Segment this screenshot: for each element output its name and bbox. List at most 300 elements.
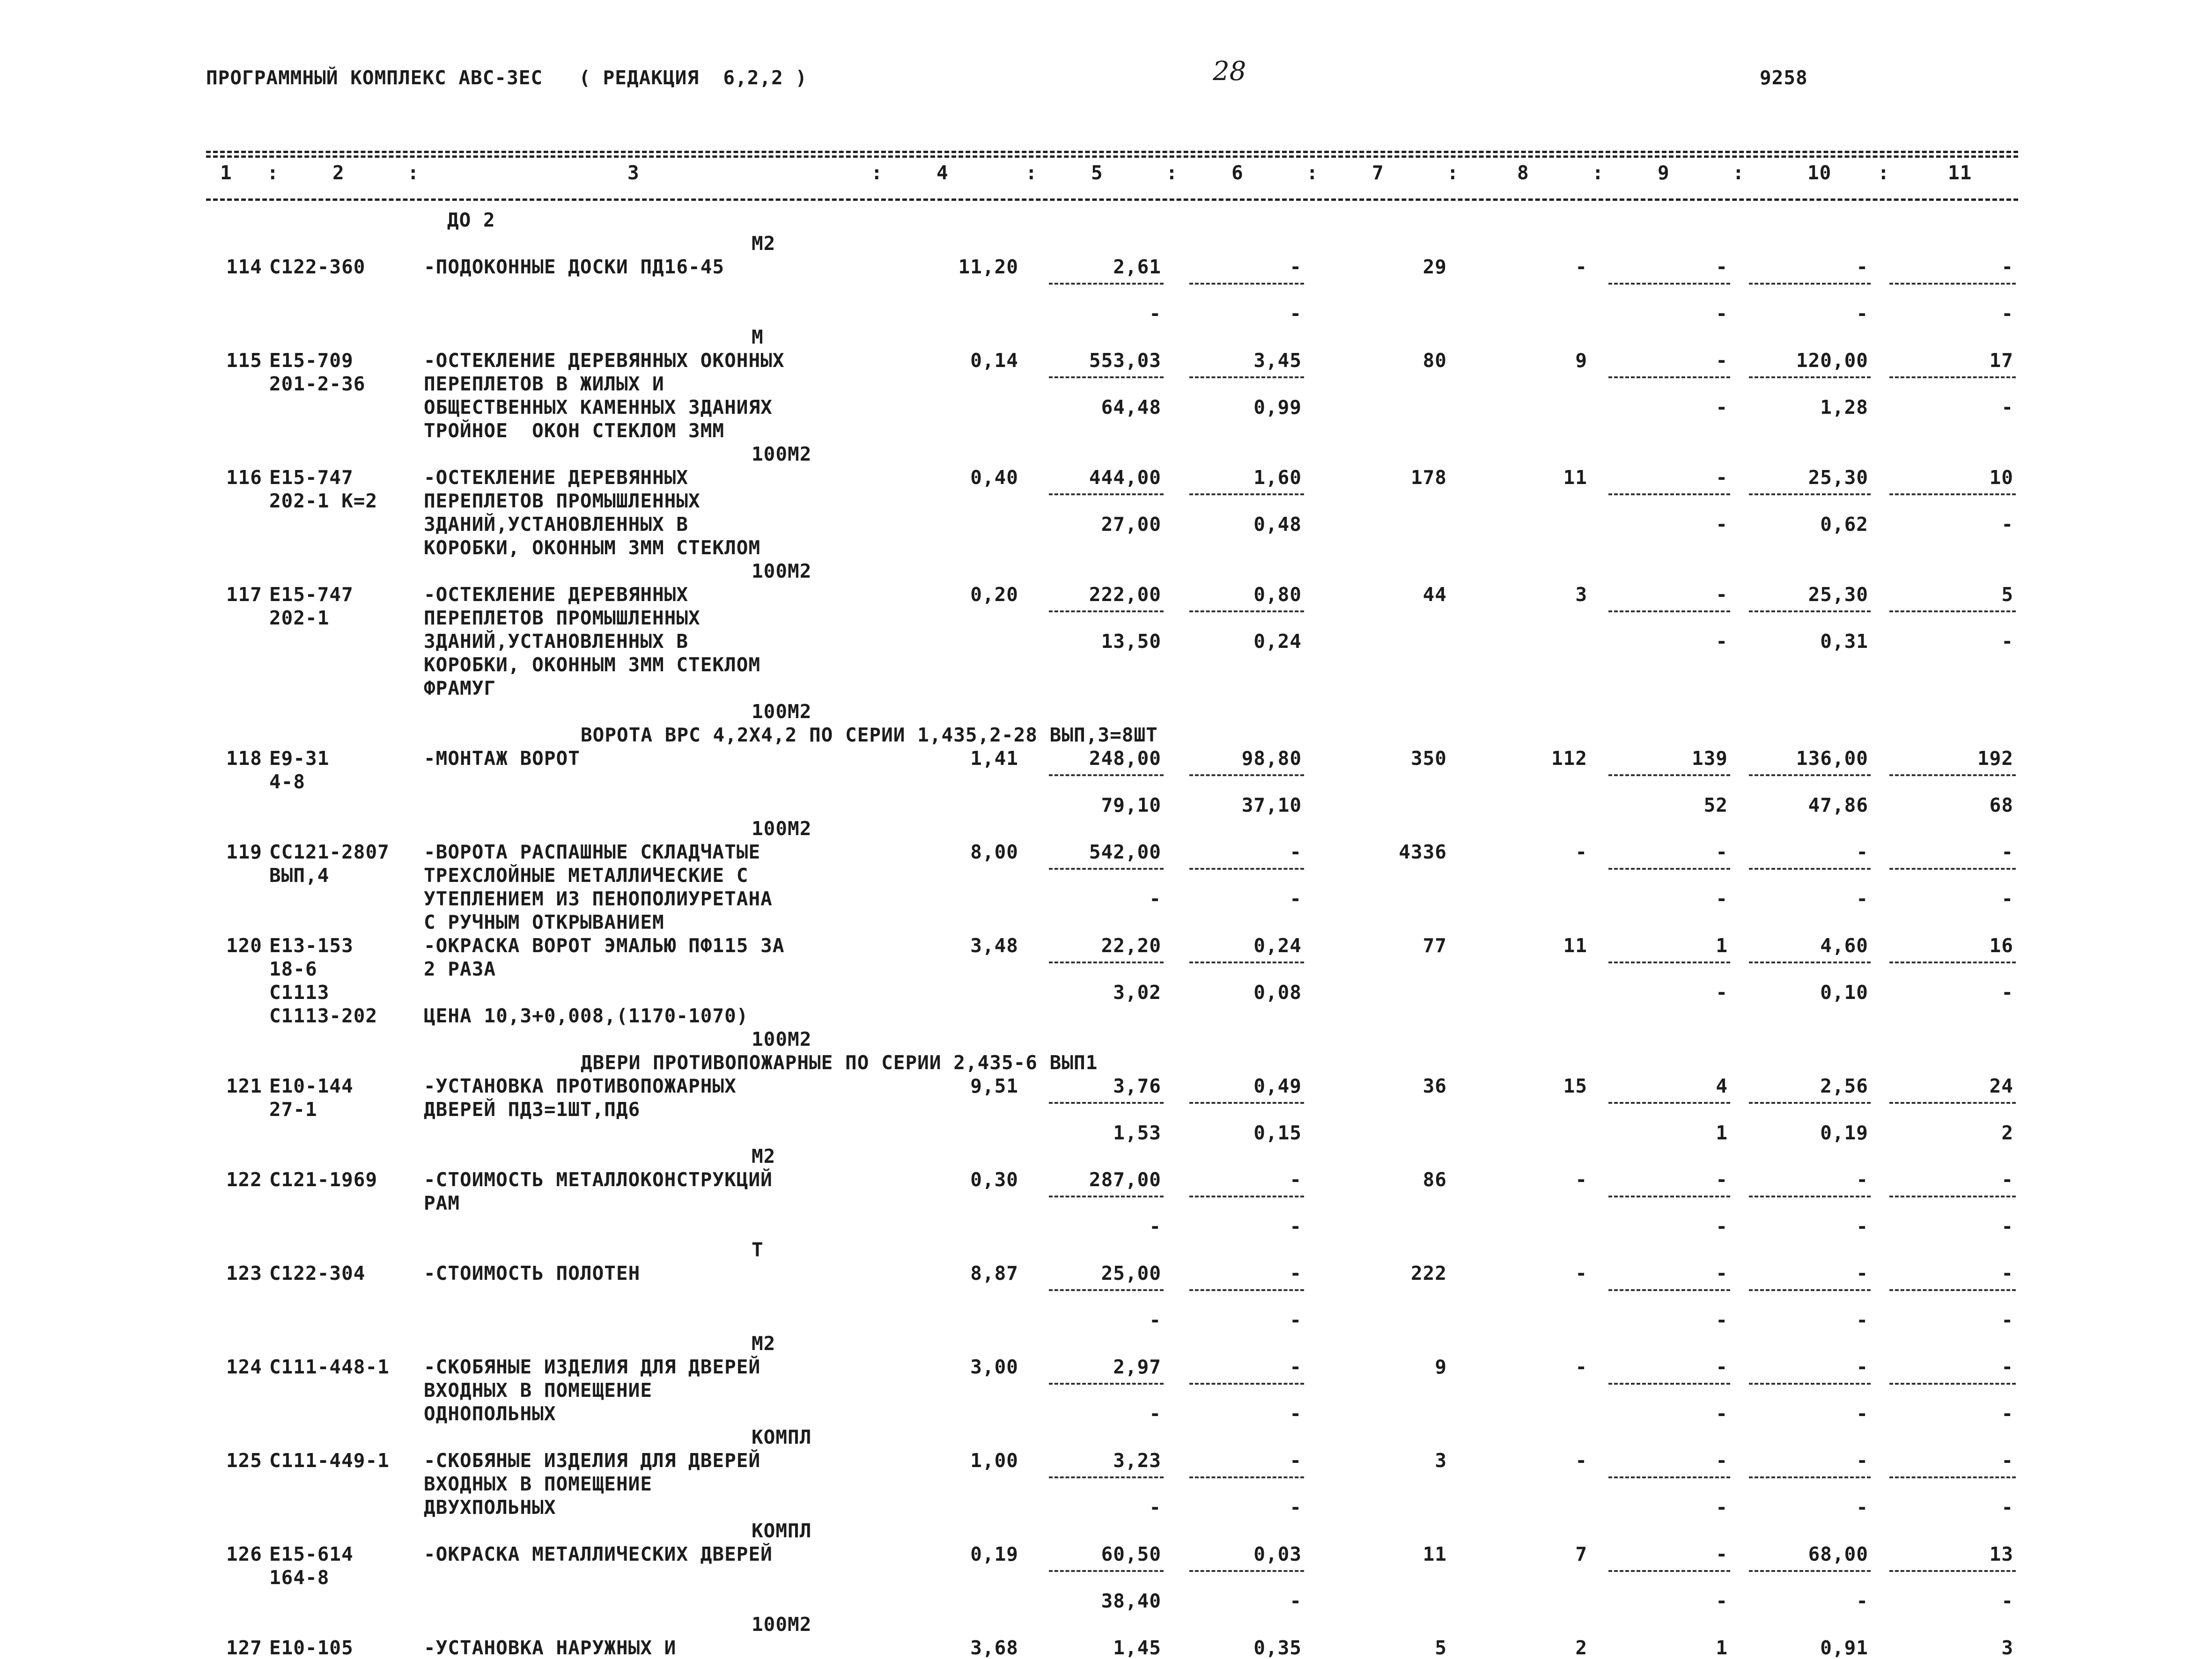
unit-label: М2 [752,1145,776,1167]
unit-wage-upper: 0,80 [1253,583,1302,606]
machine-cost-lower: - [1716,1215,1728,1238]
work-description: ФРАМУГ [424,677,496,699]
unit-wage-upper: 3,45 [1253,349,1302,372]
machine-total-divider [1889,962,2016,963]
machine-wage-divider [1749,610,1871,612]
machine-wage-lower: - [1856,1309,1868,1331]
machine-wage-upper: - [1856,1168,1868,1191]
machine-total-upper: - [2001,1262,2013,1285]
quantity-value: 0,19 [970,1543,1018,1565]
column-number-1: 1 [220,161,232,184]
rate-code: ВЫП,4 [269,864,330,887]
work-description: -ОСТЕКЛЕНИЕ ДЕРЕВЯННЫХ [424,466,689,489]
unit-price-upper: 444,00 [1089,466,1161,489]
unit-wage-lower: - [1290,1402,1302,1425]
unit-label: КОМПЛ [752,1520,812,1542]
column-separator: : [1166,161,1178,184]
machine-cost-lower: - [1716,888,1728,910]
machine-wage-lower: - [1856,1402,1868,1425]
machine-total-lower: - [2001,1309,2013,1331]
work-description: УТЕПЛЕНИЕМ ИЗ ПЕНОПОЛИУРЕТАНА [424,888,773,910]
machine-wage-upper: 68,00 [1808,1543,1868,1565]
unit-price-divider [1049,1570,1164,1572]
rate-code: Е10-105 [269,1637,354,1659]
machine-total-lower: - [2001,981,2013,1004]
cost-total-value: 77 [1423,934,1447,957]
column-separator: : [1306,161,1319,184]
row-number: 119 [226,841,262,863]
unit-wage-divider [1189,283,1304,285]
unit-wage-divider [1189,868,1304,870]
machine-total-divider [1889,1196,2016,1197]
machine-cost-divider [1608,868,1730,870]
unit-price-lower: - [1149,1309,1161,1331]
rate-code: Е15-747 [269,466,354,489]
rate-code: Е13-153 [269,934,354,957]
machine-total-divider [1889,283,2016,285]
machine-cost-lower: 52 [1703,794,1728,816]
column-number-11: 11 [1948,161,1972,184]
machine-wage-lower: - [1856,1590,1868,1612]
machine-wage-upper: - [1856,841,1868,863]
machine-wage-divider [1749,283,1871,285]
unit-price-upper: 22,20 [1101,934,1161,957]
unit-price-divider [1049,493,1164,495]
work-description: -СКОБЯНЫЕ ИЗДЕЛИЯ ДЛЯ ДВЕРЕЙ [424,1449,761,1472]
machine-cost-lower: - [1716,1590,1728,1612]
machine-wage-lower: - [1856,302,1868,325]
unit-price-lower: - [1149,888,1161,910]
machine-wage-upper: 136,00 [1796,747,1868,770]
machine-cost-divider [1608,1570,1730,1572]
work-description: КОРОБКИ, ОКОННЫМ 3ММ СТЕКЛОМ [424,536,761,559]
machine-wage-divider [1749,962,1871,963]
machine-cost-divider [1608,493,1730,495]
machine-cost-divider [1608,1383,1730,1385]
machine-total-lower: - [2001,630,2013,653]
machine-cost-upper: - [1716,1356,1728,1378]
quantity-value: 8,00 [970,841,1018,863]
quantity-value: 11,20 [958,256,1018,278]
labor-value: 15 [1563,1075,1587,1097]
quantity-value: 3,00 [970,1356,1018,1378]
rate-code: Е15-709 [269,349,354,372]
column-number-7: 7 [1372,161,1384,184]
unit-price-upper: 542,00 [1089,841,1161,863]
rate-code: Е9-31 [269,747,330,770]
machine-total-upper: - [2001,841,2013,863]
unit-price-lower: - [1149,1402,1161,1425]
work-description: ВХОДНЫХ В ПОМЕЩЕНИЕ [424,1379,652,1402]
rate-code: 27-1 [269,1098,317,1121]
unit-price-upper: 3,23 [1113,1449,1161,1472]
row-number: 117 [226,583,262,606]
unit-label: 100М2 [752,1613,812,1636]
machine-cost-upper: - [1716,1449,1728,1472]
machine-cost-divider [1608,774,1730,776]
unit-price-lower: 1,53 [1113,1122,1161,1144]
rate-code: С122-304 [269,1262,366,1285]
machine-cost-lower: - [1716,302,1728,325]
work-description: С РУЧНЫМ ОТКРЫВАНИЕМ [424,911,664,933]
quantity-value: 0,14 [970,349,1018,372]
unit-wage-divider [1189,610,1304,612]
column-separator: : [1447,161,1459,184]
quantity-value: 1,00 [970,1449,1018,1472]
work-description: ЗДАНИЙ,УСТАНОВЛЕННЫХ В [424,630,689,653]
machine-wage-divider [1749,493,1871,495]
rate-code: С121-1969 [269,1168,378,1191]
work-description: -ОСТЕКЛЕНИЕ ДЕРЕВЯННЫХ ОКОННЫХ [424,349,785,372]
unit-wage-divider [1189,1476,1304,1478]
column-number-9: 9 [1658,161,1670,184]
machine-wage-divider [1749,1196,1871,1197]
labor-value: 2 [1575,1637,1587,1659]
row-number: 116 [226,466,262,489]
unit-wage-upper: 98,80 [1241,747,1302,770]
machine-total-divider [1889,1102,2016,1104]
section-title: ВОРОТА ВРС 4,2Х4,2 ПО СЕРИИ 1,435,2-28 ВЫП,3=8ШТ [581,724,1158,746]
machine-cost-divider [1608,610,1730,612]
machine-wage-divider [1749,1570,1871,1572]
machine-wage-lower: 0,10 [1820,981,1868,1004]
quantity-value: 0,30 [970,1168,1018,1191]
machine-wage-upper: 4,60 [1820,934,1868,957]
work-description: ОДНОПОЛЬНЫХ [424,1402,556,1425]
unit-price-divider [1049,1383,1164,1385]
unit-wage-lower: 0,48 [1253,513,1302,536]
unit-price-divider [1049,1102,1164,1104]
machine-total-upper: 16 [1989,934,2013,957]
quantity-value: 3,68 [970,1637,1018,1659]
unit-wage-lower: - [1290,1215,1302,1238]
rate-code: 202-1 [269,607,330,629]
table-top-rule [206,151,2018,153]
machine-total-divider [1889,1383,2016,1385]
unit-wage-lower: 0,08 [1253,981,1302,1004]
unit-price-lower: - [1149,1215,1161,1238]
section-title: ДВЕРИ ПРОТИВОПОЖАРНЫЕ ПО СЕРИИ 2,435-6 ВЫП1 [581,1051,1098,1074]
machine-cost-lower: - [1716,396,1728,418]
unit-wage-upper: - [1290,1356,1302,1378]
machine-cost-upper: 1 [1716,934,1728,957]
machine-wage-divider [1749,1289,1871,1291]
machine-total-lower: - [2001,1590,2013,1612]
unit-price-divider [1049,1196,1164,1197]
work-description: -ВОРОТА РАСПАШНЫЕ СКЛАДЧАТЫЕ [424,841,761,863]
work-description: РАМ [424,1192,460,1214]
machine-wage-divider [1749,1383,1871,1385]
unit-wage-lower: - [1290,1590,1302,1612]
row-number: 124 [226,1356,262,1378]
row-number: 126 [226,1543,262,1565]
unit-price-divider [1049,868,1164,870]
machine-cost-upper: - [1716,1543,1728,1565]
machine-cost-divider [1608,1102,1730,1104]
unit-wage-upper: - [1290,841,1302,863]
unit-price-upper: 2,61 [1113,256,1161,278]
unit-price-upper: 60,50 [1101,1543,1161,1565]
work-description: -СТОИМОСТЬ ПОЛОТЕН [424,1262,641,1285]
unit-wage-lower: 0,24 [1253,630,1302,653]
unit-price-upper: 553,03 [1089,349,1161,372]
machine-total-upper: 5 [2001,583,2013,606]
machine-total-lower: - [2001,1402,2013,1425]
machine-total-lower: - [2001,513,2013,536]
machine-wage-upper: - [1856,1262,1868,1285]
unit-label: М2 [752,1332,776,1355]
unit-price-lower: 64,48 [1101,396,1161,418]
unit-label: 100М2 [752,1028,812,1050]
machine-total-divider [1889,376,2016,378]
row-number: 114 [226,256,262,278]
column-separator: : [1733,161,1745,184]
machine-total-divider [1889,1476,2016,1478]
machine-wage-lower: - [1856,1496,1868,1519]
machine-wage-upper: 120,00 [1796,349,1868,372]
machine-cost-upper: 1 [1716,1637,1728,1659]
labor-value: 9 [1575,349,1587,372]
unit-wage-divider [1189,1570,1304,1572]
rate-code: Е10-144 [269,1075,354,1097]
unit-label: 100М2 [752,443,812,465]
machine-wage-upper: 25,30 [1808,583,1868,606]
machine-total-lower: - [2001,396,2013,418]
machine-cost-lower: - [1716,1402,1728,1425]
unit-price-divider [1049,1476,1164,1478]
unit-wage-upper: 0,35 [1253,1637,1302,1659]
machine-wage-lower: 0,31 [1820,630,1868,653]
machine-wage-divider [1749,1476,1871,1478]
unit-wage-upper: - [1290,1262,1302,1285]
table-header-bottom-rule [206,198,2018,201]
machine-cost-upper: - [1716,256,1728,278]
work-description: -УСТАНОВКА НАРУЖНЫХ И [424,1637,677,1659]
machine-cost-upper: - [1716,1262,1728,1285]
machine-total-upper: 24 [1989,1075,2013,1097]
machine-wage-lower: 1,28 [1820,396,1868,418]
unit-price-lower: 13,50 [1101,630,1161,653]
machine-cost-lower: - [1716,1309,1728,1331]
machine-wage-lower: - [1856,1215,1868,1238]
column-number-3: 3 [627,161,640,184]
labor-value: - [1575,1168,1587,1191]
machine-total-divider [1889,774,2016,776]
quantity-value: 9,51 [970,1075,1018,1097]
unit-label: Т [752,1239,764,1261]
work-description: -ОКРАСКА ВОРОТ ЭМАЛЬЮ ПФ115 3А [424,934,785,957]
row-number: 127 [226,1637,262,1659]
machine-total-lower: - [2001,888,2013,910]
labor-value: - [1575,841,1587,863]
column-number-8: 8 [1517,161,1529,184]
machine-cost-upper: - [1716,841,1728,863]
machine-cost-upper: - [1716,583,1728,606]
machine-wage-upper: - [1856,256,1868,278]
machine-wage-upper: 0,91 [1820,1637,1868,1659]
unit-wage-divider [1189,1383,1304,1385]
machine-wage-upper: 25,30 [1808,466,1868,489]
work-description: -СТОИМОСТЬ МЕТАЛЛОКОНСТРУКЦИЙ [424,1168,773,1191]
machine-wage-divider [1749,774,1871,776]
unit-label: М2 [752,232,776,255]
machine-cost-divider [1608,1476,1730,1478]
machine-cost-divider [1608,283,1730,285]
unit-price-divider [1049,283,1164,285]
machine-cost-lower: 1 [1716,1122,1728,1144]
machine-total-divider [1889,1289,2016,1291]
column-number-4: 4 [936,161,949,184]
rate-code: 202-1 К=2 [269,490,378,512]
work-description: ПЕРЕПЛЕТОВ ПРОМЫШЛЕННЫХ [424,490,700,512]
work-description: ЦЕНА 10,3+0,008,(1170-1070) [424,1005,749,1027]
cost-total-value: 350 [1410,747,1447,770]
rate-code: С111-448-1 [269,1356,390,1378]
machine-wage-divider [1749,868,1871,870]
rate-code: 164-8 [269,1566,330,1589]
machine-cost-upper: - [1716,466,1728,489]
rate-code: С1113-202 [269,1005,378,1027]
column-number-10: 10 [1807,161,1832,184]
machine-cost-lower: - [1716,513,1728,536]
continuation-text: ДО 2 [447,209,495,231]
unit-price-upper: 222,00 [1089,583,1161,606]
labor-value: 112 [1551,747,1587,770]
cost-total-value: 3 [1435,1449,1447,1472]
unit-price-upper: 2,97 [1113,1356,1161,1378]
work-description: -ОСТЕКЛЕНИЕ ДЕРЕВЯННЫХ [424,583,689,606]
handwritten-page-number: 28 [1213,56,1246,87]
rate-code: СС121-2807 [269,841,390,863]
work-description: ПЕРЕПЛЕТОВ В ЖИЛЫХ И [424,373,664,395]
unit-price-divider [1049,610,1164,612]
cost-total-value: 11 [1423,1543,1447,1565]
machine-total-divider [1889,610,2016,612]
machine-cost-upper: - [1716,1168,1728,1191]
cost-total-value: 29 [1423,256,1447,278]
machine-total-upper: - [2001,256,2013,278]
machine-total-divider [1889,493,2016,495]
table-top-rule-2 [206,155,2018,158]
quantity-value: 8,87 [970,1262,1018,1285]
cost-total-value: 80 [1423,349,1447,372]
machine-cost-divider [1608,1196,1730,1197]
unit-wage-divider [1189,774,1304,776]
machine-cost-lower: - [1716,981,1728,1004]
rate-code: 18-6 [269,958,317,980]
machine-total-upper: 10 [1989,466,2013,489]
unit-price-upper: 248,00 [1089,747,1161,770]
work-description: ТРЕХСЛОЙНЫЕ МЕТАЛЛИЧЕСКИЕ С [424,864,749,887]
machine-cost-upper: 139 [1691,747,1728,770]
work-description: -ОКРАСКА МЕТАЛЛИЧЕСКИХ ДВЕРЕЙ [424,1543,773,1565]
unit-wage-upper: - [1290,1168,1302,1191]
unit-wage-upper: 0,49 [1253,1075,1302,1097]
unit-label: КОМПЛ [752,1426,812,1448]
quantity-value: 1,41 [970,747,1018,770]
machine-total-lower: - [2001,302,2013,325]
work-description: КОРОБКИ, ОКОННЫМ 3ММ СТЕКЛОМ [424,653,761,676]
row-number: 118 [226,747,262,770]
unit-wage-upper: - [1290,1449,1302,1472]
unit-price-divider [1049,774,1164,776]
cost-total-value: 86 [1423,1168,1447,1191]
unit-wage-lower: 0,15 [1253,1122,1302,1144]
unit-label: 100М2 [752,700,812,723]
machine-wage-upper: 2,56 [1820,1075,1868,1097]
machine-total-upper: 13 [1989,1543,2013,1565]
column-number-5: 5 [1091,161,1103,184]
unit-price-lower: - [1149,1496,1161,1519]
machine-cost-lower: - [1716,630,1728,653]
machine-wage-divider [1749,1102,1871,1104]
unit-wage-divider [1189,1289,1304,1291]
machine-total-upper: - [2001,1168,2013,1191]
labor-value: - [1575,1262,1587,1285]
row-number: 125 [226,1449,262,1472]
machine-total-divider [1889,868,2016,870]
machine-total-divider [1889,1570,2016,1572]
unit-wage-lower: - [1290,302,1302,325]
cost-total-value: 178 [1410,466,1447,489]
column-separator: : [871,161,883,184]
work-description: 2 РАЗА [424,958,496,980]
row-number: 123 [226,1262,262,1285]
unit-wage-lower: 0,99 [1253,396,1302,418]
machine-total-upper: - [2001,1449,2013,1472]
work-description: ДВУХПОЛЬНЫХ [424,1496,556,1519]
machine-total-upper: 3 [2001,1637,2013,1659]
work-description: ТРОЙНОЕ ОКОН СТЕКЛОМ 3ММ [424,419,725,442]
cost-total-value: 222 [1410,1262,1447,1285]
rate-code: Е15-614 [269,1543,354,1565]
unit-price-divider [1049,1289,1164,1291]
machine-wage-divider [1749,376,1871,378]
work-description: ОБЩЕСТВЕННЫХ КАМЕННЫХ ЗДАНИЯХ [424,396,773,418]
machine-cost-divider [1608,1289,1730,1291]
machine-cost-divider [1608,962,1730,963]
unit-label: 100М2 [752,560,812,582]
machine-total-lower: 68 [1989,794,2013,816]
column-separator: : [1878,161,1890,184]
document-code: 9258 [1760,66,1808,89]
labor-value: 3 [1575,583,1587,606]
machine-total-lower: 2 [2001,1122,2013,1144]
work-description: -СКОБЯНЫЕ ИЗДЕЛИЯ ДЛЯ ДВЕРЕЙ [424,1356,761,1378]
unit-price-lower: 27,00 [1101,513,1161,536]
machine-total-lower: - [2001,1496,2013,1519]
machine-wage-lower: - [1856,888,1868,910]
row-number: 121 [226,1075,262,1097]
labor-value: 11 [1563,466,1587,489]
unit-price-upper: 1,45 [1113,1637,1161,1659]
unit-wage-divider [1189,1196,1304,1197]
quantity-value: 0,40 [970,466,1018,489]
work-description: ЗДАНИЙ,УСТАНОВЛЕННЫХ В [424,513,689,536]
machine-total-upper: 192 [1977,747,2013,770]
unit-wage-upper: 1,60 [1253,466,1302,489]
unit-label: 100М2 [752,817,812,840]
machine-wage-upper: - [1856,1449,1868,1472]
unit-wage-lower: 37,10 [1241,794,1302,816]
unit-wage-upper: 0,24 [1253,934,1302,957]
work-description: -ПОДОКОННЫЕ ДОСКИ ПД16-45 [424,256,725,278]
unit-price-lower: 79,10 [1101,794,1161,816]
machine-wage-upper: - [1856,1356,1868,1378]
work-description: ПЕРЕПЛЕТОВ ПРОМЫШЛЕННЫХ [424,607,700,629]
unit-wage-divider [1189,1102,1304,1104]
work-description: ДВЕРЕЙ ПД3=1ШТ,ПД6 [424,1098,641,1121]
